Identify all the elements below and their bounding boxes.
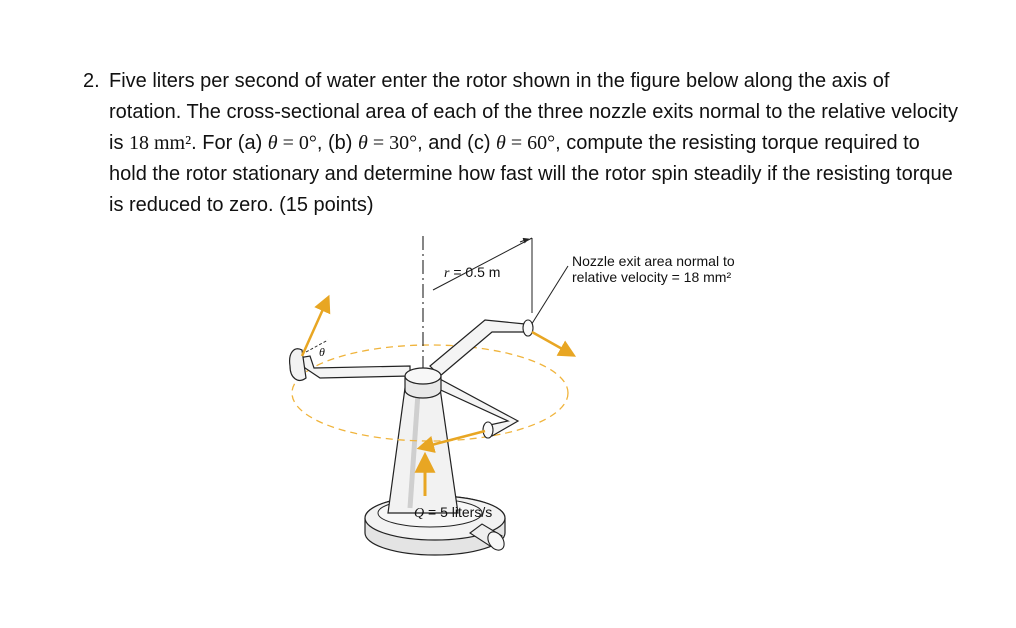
rotor-hub — [405, 368, 441, 398]
theta-symbol-c: θ — [496, 132, 506, 154]
rotor-figure — [270, 228, 790, 588]
theta-label: θ — [319, 345, 325, 359]
radius-label: r = 0.5 m — [444, 264, 501, 281]
problem-text-2: . For (a) — [191, 132, 268, 154]
jet-arrow-right — [532, 332, 573, 355]
nozzle-label-line2: relative velocity = 18 mm² — [572, 269, 732, 285]
problem-text-3: , (b) — [316, 132, 359, 154]
rotor-column — [388, 388, 458, 513]
nozzle-area-label — [572, 253, 735, 285]
equation-c: = 60° — [505, 132, 556, 154]
rotor-arm-left — [290, 349, 410, 380]
theta-symbol-b: θ — [358, 132, 368, 154]
problem-text-1: Five liters per second of water enter the rotor shown in the figure below along the axis of rotation. The cross-sectional area of each of the three nozzle exits normal to the relative velocity is — [109, 70, 958, 154]
theta-symbol-a: θ — [267, 132, 278, 154]
problem-statement — [83, 66, 963, 221]
area-value: 18 mm² — [129, 132, 192, 154]
rotor-arm-back — [430, 320, 533, 376]
problem-text-4: , and (c) — [417, 132, 497, 154]
problem-body — [109, 66, 963, 221]
equation-b: = 30° — [367, 132, 418, 154]
nozzle-leader-line — [528, 266, 568, 330]
flow-rate-label: Q = 5 liters/s — [414, 504, 493, 521]
nozzle-label-line1: Nozzle exit area normal to — [572, 253, 735, 269]
problem-text-5: , compute the resisting torque required to hold the rotor stationary and determine how fast will the rotor spin steadily if the resisting torque is reduced to zero. (15 points) — [109, 132, 953, 216]
problem-number: 2. — [83, 70, 100, 92]
equation-a: = 0° — [277, 132, 317, 154]
